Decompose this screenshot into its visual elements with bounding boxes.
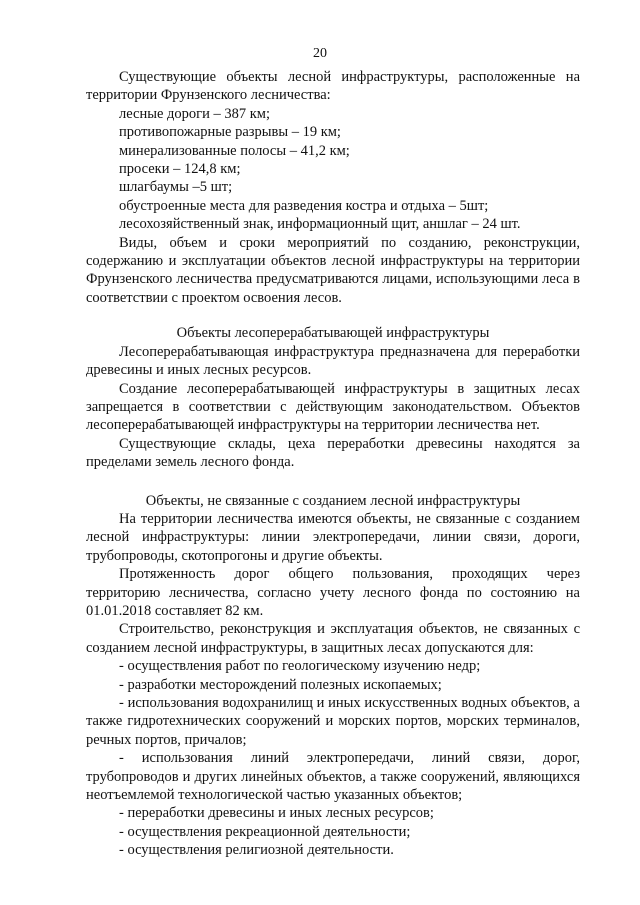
processing-paragraph: Лесоперерабатывающая инфраструктура предназначена для переработки древесины и иных лесных ресурсов.: [86, 343, 580, 379]
unrelated-list-item: - осуществления религиозной деятельности.: [119, 842, 394, 859]
existing-item: противопожарные разрывы – 19 км;: [119, 124, 341, 141]
existing-item: лесохозяйственный знак, информационный щит, аншлаг – 24 шт.: [119, 216, 521, 233]
unrelated-list-item: - осуществления работ по геологическому изучению недр;: [119, 658, 481, 675]
existing-item: лесные дороги – 387 км;: [119, 105, 270, 122]
section-heading-unrelated: Объекты, не связанные с созданием лесной инфраструктуры: [145, 492, 521, 509]
existing-item: обустроенные места для разведения костра и отдыха – 5шт;: [119, 197, 489, 214]
document-body: [86, 68, 580, 860]
processing-paragraph: Существующие склады, цеха переработки древесины находятся за пределами земель лесного фонда.: [86, 435, 580, 471]
existing-item: просеки – 124,8 км;: [119, 161, 241, 178]
spacer: [86, 472, 580, 492]
existing-intro: Существующие объекты лесной инфраструктуры, расположенные на территории Фрунзенского лесничества:: [86, 69, 580, 104]
unrelated-list-item: - осуществления рекреационной деятельности;: [119, 823, 411, 840]
unrelated-paragraph: На территории лесничества имеются объекты, не связанные с созданием лесной инфраструктуры: линии электропередачи, линии связи, дороги, трубопроводы, скотопрогоны и другие объекты.: [86, 510, 580, 564]
processing-paragraph: Создание лесоперерабатывающей инфраструктуры в защитных лесах запрещается в соответствии с действующим законодательством. Объектов лесоперерабатывающей инфраструктуры на территории лесничества нет.: [86, 380, 580, 434]
page-number: 20: [313, 46, 327, 61]
unrelated-list-item: - использования линий электропередачи, линий связи, дорог, трубопроводов и других линейных объектов, а также сооружений, являющихся неотъемлемой технологической частью указанных объектов;: [86, 750, 580, 804]
existing-item: шлагбаумы –5 шт;: [119, 179, 233, 196]
unrelated-list-item: - разработки месторождений полезных ископаемых;: [119, 676, 442, 693]
unrelated-paragraph: Протяженность дорог общего пользования, проходящих через территорию лесничества, согласно учету лесного фонда по состоянию на 01.01.2018 составляет 82 км.: [86, 566, 580, 619]
unrelated-paragraph: Строительство, реконструкция и эксплуатация объектов, не связанных с созданием лесной инфраструктуры, в защитных лесах допускаются для:: [86, 621, 580, 656]
unrelated-list-item: - использования водохранилищ и иных искусственных водных объектов, а также гидротехнических сооружений и морских портов, морских терминалов, речных портов, причалов;: [86, 695, 580, 748]
existing-item: минерализованные полосы – 41,2 км;: [119, 142, 350, 159]
unrelated-list-item: - переработки древесины и иных лесных ресурсов;: [119, 805, 434, 822]
spacer: [86, 307, 580, 316]
existing-paragraph: Виды, объем и сроки мероприятий по созданию, реконструкции, содержанию и эксплуатации объектов лесной инфраструктуры на территории Фрунзенского лесничества предусматриваются лицами, использующими леса в соответствии с проектом освоения лесов.: [86, 234, 580, 306]
section-heading-processing: Объекты лесоперерабатывающей инфраструктуры: [176, 325, 490, 342]
